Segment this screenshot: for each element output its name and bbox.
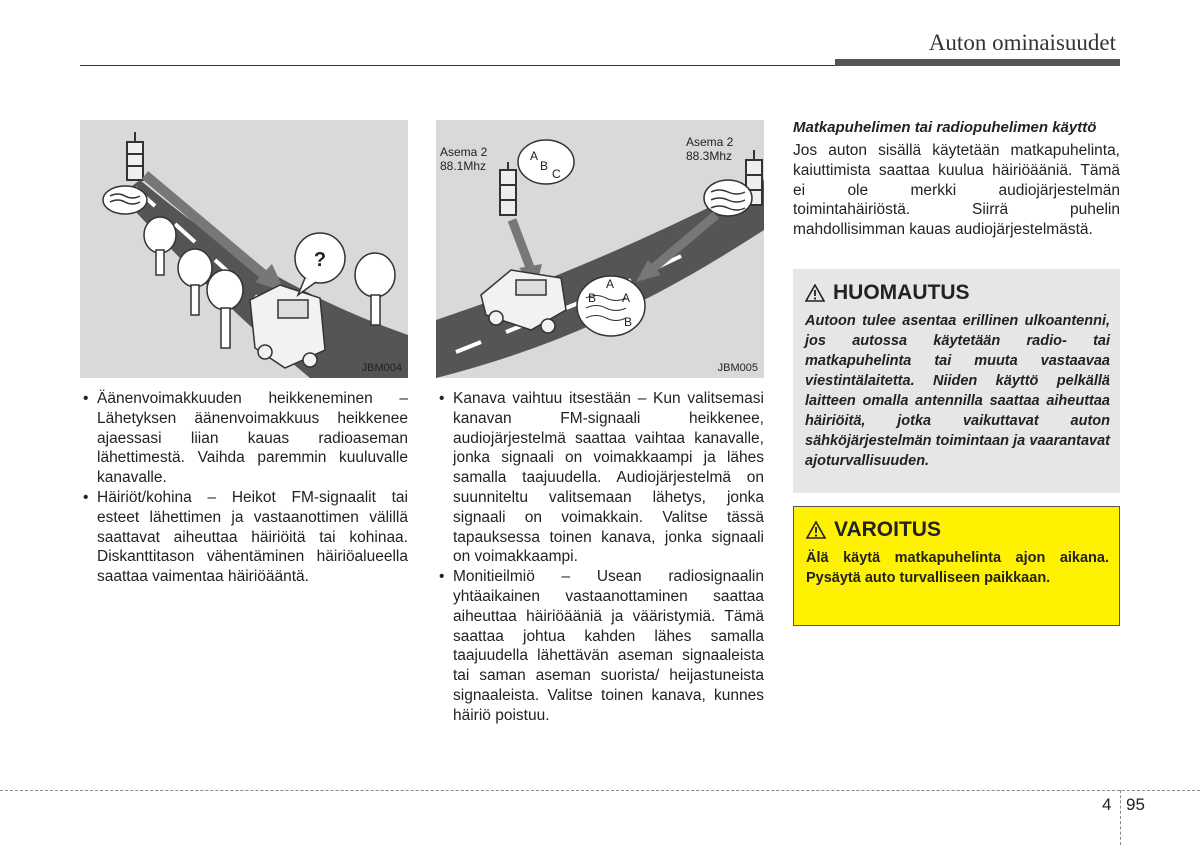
station-1-label: Asema 2	[440, 145, 488, 159]
notice-box	[793, 269, 1120, 493]
svg-text:B: B	[540, 159, 549, 173]
header-rule-accent	[835, 59, 1120, 66]
list-item: • Monitieilmiö – Usean radiosignaalin yhtäaikainen vastaanottaminen saattaa aiheuttaa häiriöääniä ja vääristymiä. Tämä saattaa johtua kahden lähes samalla taajuudella lähettävän aseman signaaleista tai saman aseman suorista/ heijastuneista signaaleista. Valitse toinen kanava, kunnes häiriö poistuu.	[439, 568, 764, 724]
svg-text:A: A	[606, 277, 615, 291]
question-mark: ?	[313, 249, 327, 271]
list-item: • Häiriöt/kohina – Heikot FM-signaalit tai esteet lähettimen ja vastaanottimen välillä saattavat aiheuttaa häiriöitä tai kohinaa. Diskanttitason vähentäminen häiriöalueella saattaa vaimentaa häiriöääntä.	[83, 488, 408, 586]
page-number: 95	[1126, 795, 1145, 814]
svg-text:A: A	[530, 149, 539, 163]
footer-rule	[0, 790, 1200, 791]
svg-text:B: B	[624, 315, 633, 329]
radio-tower-icon	[127, 132, 143, 180]
warning-box	[793, 506, 1120, 626]
station-1-frequency: 88.1Mhz	[440, 159, 487, 173]
figure-signal-weakening	[80, 120, 408, 378]
header-rule	[80, 65, 840, 66]
svg-text:C: C	[552, 167, 561, 181]
station-2-frequency: 88.3Mhz	[686, 149, 733, 163]
chapter-number: 4	[1102, 795, 1112, 814]
warning-triangle-icon	[806, 521, 826, 539]
svg-text:B: B	[588, 291, 597, 305]
notice-title: HUOMAUTUS	[833, 281, 970, 304]
car-illustration	[481, 270, 566, 333]
figure-multipath	[436, 120, 764, 378]
car-illustration	[250, 285, 325, 368]
svg-text:A: A	[622, 291, 631, 305]
station-2-label: Asema 2	[686, 135, 734, 149]
section-title: Auton ominaisuudet	[928, 30, 1116, 55]
column-3	[793, 119, 1120, 240]
signal-waves-icon	[704, 180, 752, 216]
list-item: • Äänenvoimakkuuden heikkeneminen – Lähetyksen äänenvoimakkuus heikkenee ajaessasi liian kauas radioaseman lähettimestä. Vaihda paremmin kuuluvalle kanavalle.	[83, 390, 408, 487]
radio-tower-icon	[500, 162, 516, 215]
paragraph: Jos auton sisällä käytetään matkapuhelinta, kaiuttimista saattaa kuulua häiriöääniä. Tämä ei ole merkki audiojärjestelmän toimintahäiriöstä. Siirrä puhelin mahdollisimman kauas audiojärjestelmästä.	[793, 142, 1120, 239]
warning-title: VAROITUS	[834, 518, 941, 541]
warning-body: Älä käytä matkapuhelinta ajon aikana. Pysäytä auto turvalliseen paikkaan.	[806, 550, 1109, 586]
footer-divider	[1120, 790, 1121, 845]
column-1	[80, 389, 408, 587]
figure-code: JBM005	[717, 362, 758, 374]
signal-arrow	[512, 220, 531, 270]
column-2	[436, 389, 764, 726]
caution-triangle-icon	[805, 284, 825, 302]
signal-waves-icon	[103, 186, 147, 214]
figure-code: JBM004	[361, 362, 402, 374]
notice-body: Autoon tulee asentaa erillinen ulkoantenni, jos autossa käytetään radio- tai matkapuhelinta tai muuta vastaavaa viestintälaitetta. Niiden käyttö pelkällä laitteen omalla antennilla saattaa aiheuttaa häiriöitä, jotka vaikuttavat auton sähköjärjestelmän toimintaan ja vaarantavat ajoturvallisuuden.	[805, 313, 1110, 469]
sub-heading: Matkapuhelimen tai radiopuhelimen käyttö	[793, 119, 1097, 136]
list-item: • Kanava vaihtuu itsestään – Kun valitsemasi kanavan FM-signaali heikkenee, audiojärjestelmä saattaa vaihtaa kanavalle, jonka signaali on voimakkaampi ja lähes samalla taajuudella. Audiojärjestelmä on suunniteltu valitsemaan lähetys, jonka signaali on voimakkain. Valitse tässä tapauksessa toinen kanava, jonka signaali on voimakkaampi.	[439, 390, 764, 566]
